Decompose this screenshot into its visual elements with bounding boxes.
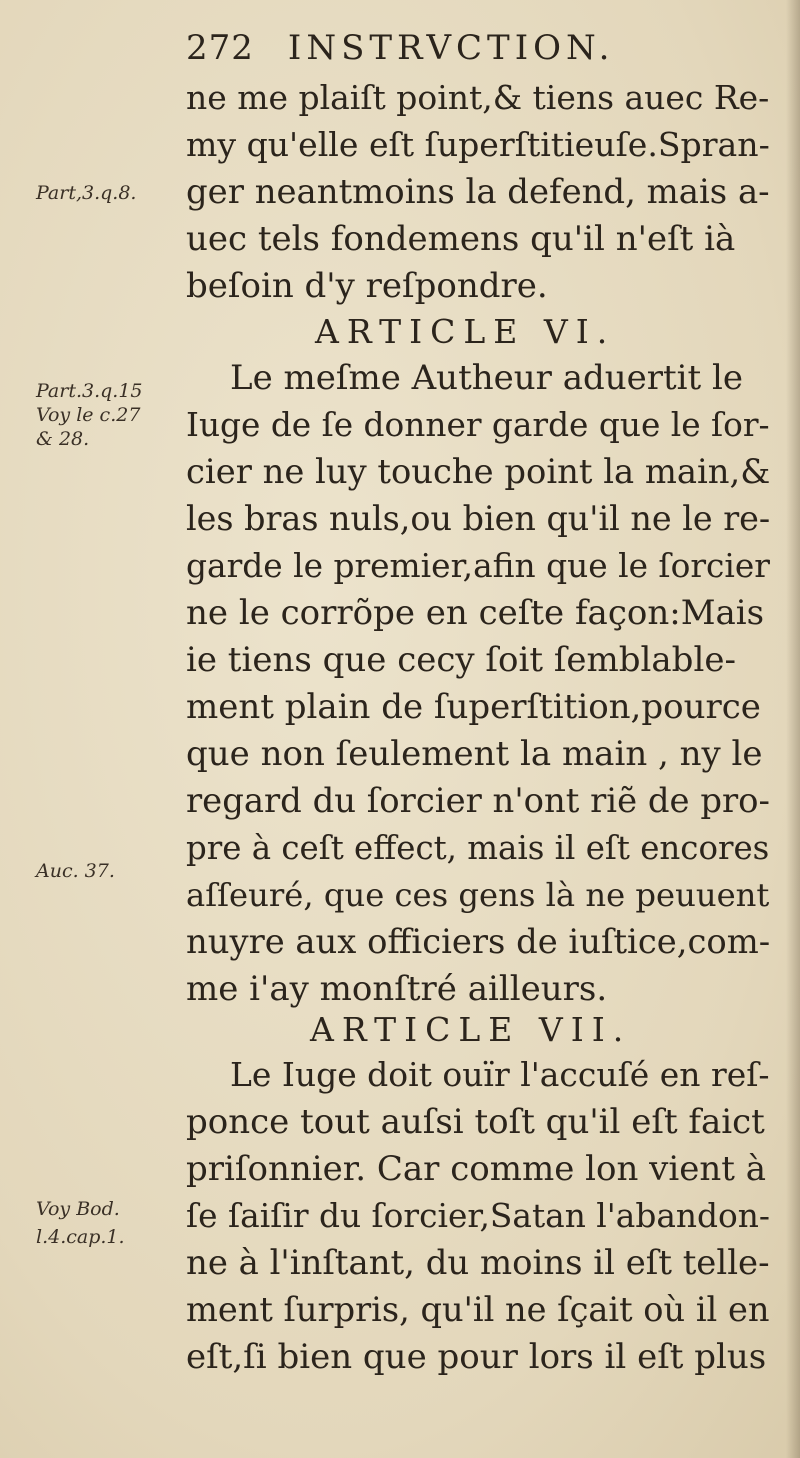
text-line: que non ſeulement la main , ny le xyxy=(186,734,763,774)
text-line: ſe ſaiſir du ſorcier,Satan l'abandon- xyxy=(186,1197,771,1235)
margin-note: Part,3.q.8. xyxy=(36,182,137,204)
text-line: garde le premier,afin que le ſorcier xyxy=(186,547,770,585)
text-line: ne le corrõpe en ceſte façon:Mais xyxy=(186,593,765,633)
text-line: my qu'elle eſt ſuperſtitieuſe.Spran- xyxy=(186,125,770,164)
running-title: INSTRVCTION. xyxy=(287,28,615,68)
text-line: regard du ſorcier n'ont riẽ de pro- xyxy=(186,781,770,820)
text-line: pre à ceſt effect, mais il eſt encores xyxy=(186,829,770,867)
text-line: priſonnier. Car comme lon vient à xyxy=(186,1149,767,1189)
text-line: aſſeuré, que ces gens là ne peuuent xyxy=(186,876,770,914)
text-line: eſt,ſi bien que pour lors il eſt plus xyxy=(186,1337,767,1377)
text-line: ne me plaiſt point,& tiens auec Re- xyxy=(186,78,770,117)
text-line: ger neantmoins la defend, mais a- xyxy=(186,172,770,211)
article-heading: ARTICLE VI. xyxy=(315,312,616,351)
text-line: les bras nuls,ou bien qu'il ne le re- xyxy=(186,499,771,538)
text-line: me i'ay monſtré ailleurs. xyxy=(186,969,608,1009)
text-line: Le meſme Autheur aduertit le xyxy=(230,358,744,398)
text-line: Iuge de ſe donner garde que le ſor- xyxy=(186,406,770,444)
text-line: uec tels fondemens qu'il n'eſt ià xyxy=(186,219,736,259)
text-line: ne à l'inſtant, du moins il eſt telle- xyxy=(186,1243,770,1282)
text-line: ponce tout auſsi toſt qu'il eſt faict xyxy=(186,1102,765,1142)
margin-note: Auc. 37. xyxy=(36,860,115,882)
margin-note: Voy Bod. xyxy=(36,1198,120,1220)
article-heading: ARTICLE VII. xyxy=(310,1010,632,1049)
running-header xyxy=(186,28,614,68)
text-line: beſoin d'y reſpondre. xyxy=(186,266,548,306)
page-number: 272 xyxy=(186,28,254,68)
text-line: ment plain de ſuperſtition,pource xyxy=(186,687,761,727)
page-gutter-shadow xyxy=(786,0,800,1458)
margin-note: l.4.cap.1. xyxy=(36,1226,125,1248)
margin-note: & 28. xyxy=(36,428,90,450)
text-line: nuyre aux officiers de iuſtice,com- xyxy=(186,922,771,961)
margin-note: Part.3.q.15 xyxy=(36,380,143,402)
text-line: cier ne luy touche point la main,& xyxy=(186,452,771,491)
margin-note: Voy le c.27 xyxy=(36,404,141,426)
text-line: ie tiens que cecy ſoit ſemblable- xyxy=(186,640,736,680)
text-line: ment ſurpris, qu'il ne ſçait où il en xyxy=(186,1290,770,1329)
text-line: Le Iuge doit ouïr l'accuſé en reſ- xyxy=(230,1055,770,1094)
